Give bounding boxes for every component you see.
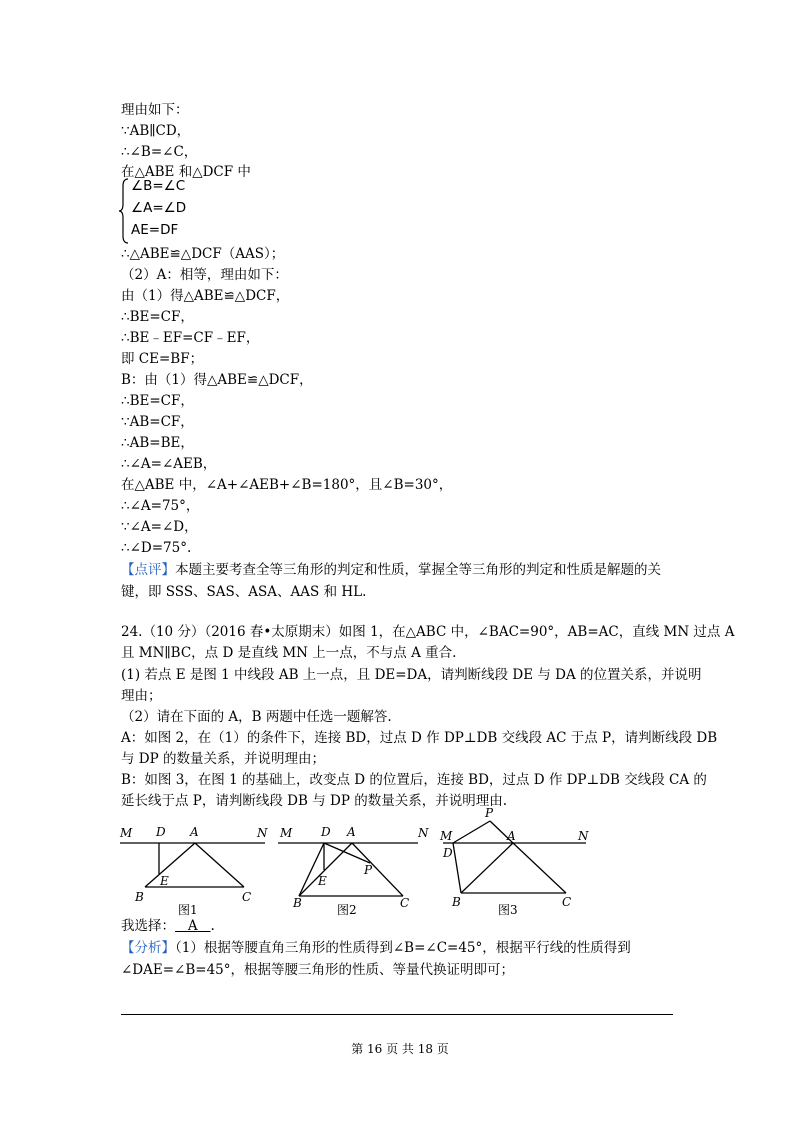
question-line: 延长线于点 P，请判断线段 DB 与 DP 的数量关系，并说明理由. xyxy=(121,793,507,809)
system-item: ∠A=∠D xyxy=(131,200,187,216)
choice-suffix: . xyxy=(210,918,215,934)
text-line: ∴BE﹣EF=CF﹣EF， xyxy=(121,330,260,346)
fig1-label-n: N xyxy=(257,826,268,840)
equation-system xyxy=(119,176,209,244)
question-line: （2）请在下面的 A，B 两题中任选一题解答. xyxy=(121,709,392,725)
question-line: 且 MN∥BC，点 D 是直线 MN 上一点，不与点 A 重合. xyxy=(121,645,457,661)
fig3-label-b: B xyxy=(452,895,461,909)
question-line: 与 DP 的数量关系，并说明理由； xyxy=(121,751,325,767)
analysis-line xyxy=(121,938,631,958)
comment-line xyxy=(121,560,661,580)
fig3-label-d: D xyxy=(443,846,453,860)
question-line: 理由； xyxy=(121,688,162,704)
fig3-line-ac xyxy=(513,843,566,893)
fig2-label-d: D xyxy=(321,825,331,839)
text-line: B：由（1）得△ABE≌△DCF， xyxy=(121,372,313,388)
text-line: ∴∠D=75°. xyxy=(121,540,192,556)
text-line: ∵AB=CF， xyxy=(121,414,194,430)
fig1-label-c: C xyxy=(242,890,252,904)
text-line: ∵∠A=∠D， xyxy=(121,519,198,535)
fig3-label-c: C xyxy=(562,895,572,909)
brace-icon xyxy=(119,178,129,244)
fig2-label-m: M xyxy=(280,826,293,840)
page-footer: 第 16 页 共 18 页 xyxy=(351,1042,449,1056)
text-line: 由（1）得△ABE≌△DCF， xyxy=(121,288,290,304)
question-line: A：如图 2，在（1）的条件下，连接 BD，过点 D 作 DP⊥DB 交线段 AC 于点 P，请判断线段 DB xyxy=(121,730,718,746)
text-line: ∵AB∥CD， xyxy=(121,123,191,139)
text-line: ∴∠B=∠C， xyxy=(121,144,198,160)
comment-line: 键，即 SSS、SAS、ASA、AAS 和 HL. xyxy=(121,584,367,600)
system-item: ∠B=∠C xyxy=(131,178,186,194)
fig3-caption: 图3 xyxy=(498,903,518,917)
question-line: 24.（10 分）（2016 春•太原期末）如图 1，在△ABC 中，∠BAC=90°，AB=AC，直线 MN 过点 A xyxy=(121,624,735,640)
fig1-label-d: D xyxy=(156,825,166,839)
fig2-line-db xyxy=(299,843,324,896)
text-line: 在△ABE 和△DCF 中 xyxy=(121,164,251,180)
choice-prefix: 我选择： xyxy=(121,918,175,934)
fig3-line-dp xyxy=(453,821,490,843)
fig2-label-b: B xyxy=(293,896,302,910)
choice-line xyxy=(121,916,215,936)
fig1-caption: 图1 xyxy=(178,903,198,917)
fig2-label-e: E xyxy=(318,874,327,888)
text-line: ∴△ABE≌△DCF（AAS）； xyxy=(121,246,285,262)
fig3-label-p: P xyxy=(485,806,494,820)
text-line: 理由如下： xyxy=(121,102,189,118)
fig2-label-n: N xyxy=(418,826,429,840)
text-line: ∴AB=BE， xyxy=(121,435,194,451)
comment-tag: 【点评】 xyxy=(121,562,175,578)
fig1-label-m: M xyxy=(120,826,133,840)
fig1-label-a: A xyxy=(190,825,199,839)
fig1-label-b: B xyxy=(135,890,144,904)
fig3-label-n: N xyxy=(578,829,589,843)
fig1-line-ab xyxy=(145,843,195,887)
fig2-caption: 图2 xyxy=(337,903,357,917)
text-line: ∴∠A=∠AEB， xyxy=(121,456,217,472)
fig2-line-dp xyxy=(324,843,370,863)
fig3-label-m: M xyxy=(440,829,453,843)
system-item: AE=DF xyxy=(131,222,179,238)
fig2-label-a: A xyxy=(347,825,356,839)
fig1-label-e: E xyxy=(160,874,169,888)
footer-divider xyxy=(121,1014,673,1015)
fig2-label-p: P xyxy=(364,863,373,877)
text-line: ∴∠A=75°， xyxy=(121,498,200,514)
text-line: ∴BE=CF， xyxy=(121,393,194,409)
analysis-line: ∠DAE=∠B=45°，根据等腰三角形的性质、等量代换证明即可； xyxy=(121,962,515,978)
text-line: ∴BE=CF， xyxy=(121,309,194,325)
fig1-line-ac xyxy=(195,843,244,887)
figures-svg xyxy=(118,806,598,918)
choice-value: A xyxy=(187,918,198,934)
question-line: B：如图 3，在图 1 的基础上，改变点 D 的位置后，连接 BD，过点 D 作 DP⊥DB 交线段 CA 的 xyxy=(121,772,707,788)
fig3-label-a: A xyxy=(507,829,516,843)
text-line: 即 CE=BF； xyxy=(121,351,204,367)
geometry-figures xyxy=(118,806,598,918)
analysis-tag: 【分析】 xyxy=(121,940,175,956)
fig2-line-ac xyxy=(352,843,403,896)
analysis-text: （1）根据等腰直角三角形的性质得到∠B=∠C=45°，根据平行线的性质得到 xyxy=(175,940,631,956)
text-line: 在△ABE 中，∠A+∠AEB+∠B=180°，且∠B=30°， xyxy=(121,477,453,493)
fig3-line-ab xyxy=(461,843,513,893)
fig3-line-db xyxy=(453,843,461,893)
comment-text: 本题主要考查全等三角形的判定和性质，掌握全等三角形的判定和性质是解题的关 xyxy=(175,562,661,578)
fig2-line-ab xyxy=(299,843,352,896)
text-line: （2）A：相等，理由如下： xyxy=(121,267,288,283)
fig2-label-c: C xyxy=(400,896,410,910)
question-line: (1) 若点 E 是图 1 中线段 AB 上一点，且 DE=DA，请判断线段 DE 与 DA 的位置关系，并说明 xyxy=(121,667,702,683)
